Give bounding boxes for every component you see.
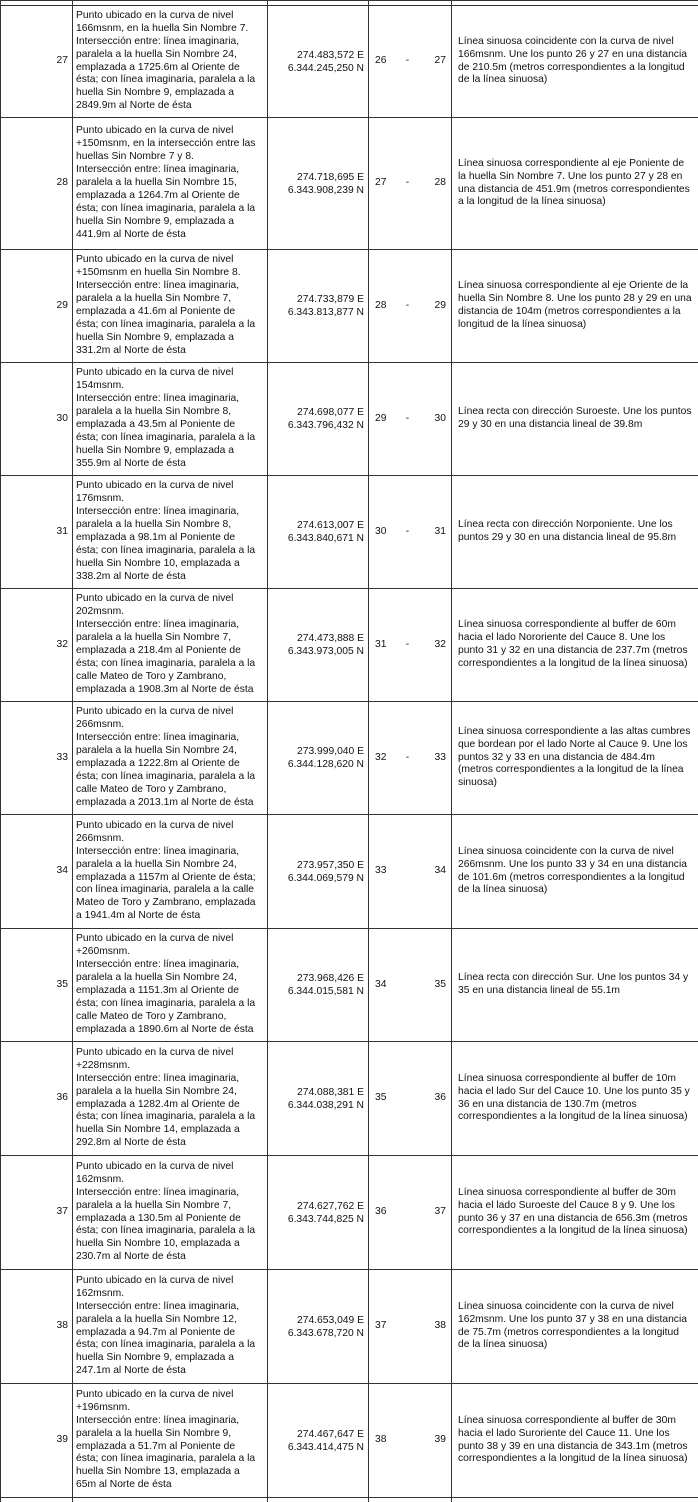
coordinates-cell	[268, 1384, 369, 1498]
table-row	[1, 1042, 698, 1156]
segment-description-cell	[452, 702, 698, 815]
description-line: huellas Sin Nombre 7 y 8.	[76, 151, 265, 164]
description-line: huella Sin Nombre 10, emplazada a	[76, 1238, 265, 1251]
table-row	[1, 1270, 698, 1384]
description-line: ésta; con línea imaginaria, paralela a la	[76, 319, 265, 332]
description-line: paralela a la huella Sin Nombre 24,	[76, 1086, 265, 1099]
description-line: Intersección entre: línea imaginaria,	[76, 393, 265, 406]
coordinates-cell	[268, 1270, 369, 1384]
description-line: +150msnm en huella Sin Nombre 8.	[76, 267, 265, 280]
description-line: 162msnm.	[76, 1288, 265, 1301]
coordinate-north: 6.343.796,432 N	[270, 419, 364, 432]
table-row	[1, 1384, 698, 1498]
segment-to: 33	[435, 752, 446, 763]
description-line: 266msnm.	[76, 833, 265, 846]
description-line: 2849.9m al Norte de ésta	[76, 100, 265, 113]
table-row	[1, 589, 698, 702]
segment-dash: -	[406, 300, 409, 311]
description-line: Punto ubicado en la curva de nivel	[76, 1389, 265, 1402]
point-number: 31	[57, 526, 68, 537]
description-line: ésta; con línea imaginaria, paralela a la	[76, 1339, 265, 1352]
segment-description-cell	[452, 476, 698, 589]
description-line: emplazada a 41.6m al Poniente de	[76, 306, 265, 319]
description-line: Punto ubicado en la curva de nivel	[76, 1161, 265, 1174]
segment-from: 34	[375, 979, 386, 990]
description-line: Intersección entre: línea imaginaria,	[76, 619, 265, 632]
coordinates-cell	[268, 1042, 369, 1156]
description-line: ésta; con línea imaginaria, paralela a la	[76, 771, 265, 784]
point-number: 39	[57, 1434, 68, 1445]
description-line: paralela a la huella Sin Nombre 8,	[76, 406, 265, 419]
description-line: paralela a la huella Sin Nombre 7,	[76, 1200, 265, 1213]
description-line: Punto ubicado en la curva de nivel	[76, 1047, 265, 1060]
description-line: emplazada a 1725.6m al Oriente de	[76, 62, 265, 75]
point-description-cell	[73, 363, 268, 476]
description-line: ésta; con línea imaginaria, paralela a la	[76, 203, 265, 216]
description-line: ésta; con línea imaginaria, paralela a la	[76, 432, 265, 445]
point-description-cell	[73, 6, 268, 118]
coordinate-east: 273.968,426 E	[270, 972, 364, 985]
coordinates-cell	[268, 6, 369, 118]
segment-from-cell	[369, 6, 403, 118]
table-row	[1, 6, 698, 118]
segment-to: 38	[435, 1320, 446, 1331]
segment-from: 29	[375, 413, 386, 424]
description-line: 230.7m al Norte de ésta	[76, 1251, 265, 1264]
segment-to-cell	[413, 589, 452, 702]
coordinate-north: 6.344.128,620 N	[270, 758, 364, 771]
description-line: Punto ubicado en la curva de nivel	[76, 706, 265, 719]
coordinates-cell	[268, 589, 369, 702]
coordinate-north: 6.343.973,005 N	[270, 645, 364, 658]
coordinates-cell	[268, 929, 369, 1042]
description-line: 166msnm, en la huella Sin Nombre 7.	[76, 23, 265, 36]
segment-description: Línea recta con dirección Sur. Une los puntos 34 y 35 en una distancia lineal de 55.1m	[458, 972, 688, 996]
segment-to-cell	[413, 1384, 452, 1498]
coordinate-east: 274.467,647 E	[270, 1428, 364, 1441]
coordinate-east: 274.473,888 E	[270, 632, 364, 645]
segment-from: 35	[375, 1092, 386, 1103]
point-number: 30	[57, 413, 68, 424]
point-description-cell	[73, 1042, 268, 1156]
point-number-cell	[1, 1270, 73, 1384]
description-line: huella Sin Nombre 9, emplazada a	[76, 87, 265, 100]
description-line: a 1941.4m al Norte de ésta	[76, 910, 265, 923]
description-line: paralela a la huella Sin Nombre 7,	[76, 632, 265, 645]
coordinate-north: 6.343.744,825 N	[270, 1213, 364, 1226]
description-line: emplazada a 1151.3m al Oriente de	[76, 985, 265, 998]
description-line: ésta; con línea imaginaria, paralela a la	[76, 1111, 265, 1124]
description-line: huella Sin Nombre 9, emplazada a	[76, 1352, 265, 1365]
segment-to-cell	[413, 929, 452, 1042]
description-line: ésta; con línea imaginaria, paralela a la	[76, 658, 265, 671]
description-line: Punto ubicado en la curva de nivel	[76, 820, 265, 833]
segment-description-cell	[452, 929, 698, 1042]
segment-from-cell	[369, 1042, 403, 1156]
point-description-cell	[73, 476, 268, 589]
description-line: 65m al Norte de ésta	[76, 1479, 265, 1492]
segment-dash-cell	[403, 1156, 413, 1270]
description-line: paralela a la huella Sin Nombre 24,	[76, 859, 265, 872]
segment-to-cell	[413, 363, 452, 476]
description-line: 292.8m al Norte de ésta	[76, 1137, 265, 1150]
segment-to: 37	[435, 1206, 446, 1217]
description-line: emplazada a 1908.3m al Norte de ésta	[76, 684, 265, 697]
description-line: Intersección entre: línea imaginaria,	[76, 506, 265, 519]
description-line: 247.1m al Norte de ésta	[76, 1365, 265, 1378]
description-line: calle Mateo de Toro y Zambrano,	[76, 671, 265, 684]
segment-description: Línea sinuosa correspondiente al buffer de 30m hacia el lado Suroriente del Cauce 11. Une los punto 38 y 39 en una distancia de 343.1m (metros correspondientes a la longitud de la línea sinuosa)	[458, 1415, 688, 1465]
segment-from-cell	[369, 363, 403, 476]
description-line: Intersección entre: línea imaginaria,	[76, 959, 265, 972]
segment-description: Línea sinuosa correspondiente a las altas cumbres que bordean por el lado Norte al Cauce 9. Une los puntos 32 y 33 en una distancia de 484.4m (metros correspondientes a la longitud de la línea sinuosa)	[458, 726, 690, 789]
point-number: 35	[57, 979, 68, 990]
description-line: Mateo de Toro y Zambrano, emplazada	[76, 897, 265, 910]
segment-description: Línea sinuosa correspondiente al eje Oriente de la huella Sin Nombre 8. Une los punto 28 y 29 en una distancia de 104m (metros correspondientes a la longitud de la línea sinuosa)	[458, 280, 692, 330]
point-number: 37	[57, 1206, 68, 1217]
description-line: Punto ubicado en la curva de nivel	[76, 367, 265, 380]
segment-to-cell	[413, 1270, 452, 1384]
coordinate-east: 274.088,381 E	[270, 1086, 364, 1099]
description-line: Punto ubicado en la curva de nivel	[76, 125, 265, 138]
description-line: huella Sin Nombre 9, emplazada a	[76, 216, 265, 229]
coordinates-cell	[268, 815, 369, 929]
point-number: 32	[57, 639, 68, 650]
segment-dash-cell	[403, 1384, 413, 1498]
description-line: 441.9m al Norte de ésta	[76, 229, 265, 242]
coordinate-north: 6.343.840,671 N	[270, 532, 364, 545]
point-number: 34	[57, 865, 68, 876]
segment-dash: -	[406, 413, 409, 424]
description-line: Punto ubicado en la curva de nivel	[76, 10, 265, 23]
description-line: paralela a la huella Sin Nombre 7,	[76, 293, 265, 306]
segment-dash-cell	[403, 1270, 413, 1384]
point-number-cell	[1, 589, 73, 702]
segment-from-cell	[369, 1384, 403, 1498]
description-line: Punto ubicado en la curva de nivel	[76, 480, 265, 493]
segment-description-cell	[452, 1042, 698, 1156]
segment-from: 27	[375, 177, 386, 188]
description-line: 154msnm.	[76, 380, 265, 393]
description-line: +196msnm.	[76, 1402, 265, 1415]
point-number: 28	[57, 177, 68, 188]
segment-to: 30	[435, 413, 446, 424]
segment-description-cell	[452, 1156, 698, 1270]
segment-to: 36	[435, 1092, 446, 1103]
description-line: paralela a la huella Sin Nombre 8,	[76, 519, 265, 532]
description-line: Intersección entre: línea imaginaria,	[76, 1073, 265, 1086]
segment-dash-cell	[403, 118, 413, 250]
point-number: 33	[57, 752, 68, 763]
segment-from-cell	[369, 815, 403, 929]
table-row	[1, 250, 698, 363]
segment-to-cell	[413, 815, 452, 929]
segment-to: 31	[435, 526, 446, 537]
description-line: ésta; con línea imaginaria, paralela a la	[76, 74, 265, 87]
table-row	[1, 363, 698, 476]
description-line: emplazada a 130.5m al Poniente de	[76, 1213, 265, 1226]
description-line: 202msnm.	[76, 606, 265, 619]
coordinate-east: 274.483,572 E	[270, 49, 364, 62]
description-line: huella Sin Nombre 9, emplazada a	[76, 445, 265, 458]
segment-from: 36	[375, 1206, 386, 1217]
description-line: emplazada a 43.5m al Poniente de	[76, 419, 265, 432]
point-description-cell	[73, 1156, 268, 1270]
segment-to-cell	[413, 118, 452, 250]
segment-from: 32	[375, 752, 386, 763]
description-line: emplazada a 2013.1m al Norte de ésta	[76, 797, 265, 810]
description-line: emplazada a 94.7m al Poniente de	[76, 1327, 265, 1340]
point-description-cell	[73, 1270, 268, 1384]
segment-description-cell	[452, 118, 698, 250]
description-line: paralela a la huella Sin Nombre 15,	[76, 177, 265, 190]
coordinate-north: 6.343.414,475 N	[270, 1441, 364, 1454]
table-row	[1, 815, 698, 929]
description-line: 162msnm.	[76, 1174, 265, 1187]
description-line: emplazada a 1282.4m al Oriente de	[76, 1099, 265, 1112]
segment-to-cell	[413, 6, 452, 118]
point-number: 36	[57, 1092, 68, 1103]
description-line: Intersección entre: línea imaginaria,	[76, 164, 265, 177]
point-number: 38	[57, 1320, 68, 1331]
segment-dash-cell	[403, 476, 413, 589]
segment-from-cell	[369, 1156, 403, 1270]
point-number-cell	[1, 476, 73, 589]
segment-description: Línea sinuosa correspondiente al buffer de 30m hacia el lado Suroeste del Cauce 8 y 9. Une los punto 36 y 37 en una distancia de 656.3m (metros correspondientes a la longitud de la línea sinuosa)	[458, 1187, 688, 1237]
description-line: 266msnm.	[76, 719, 265, 732]
point-description-cell	[73, 1384, 268, 1498]
description-line: paralela a la huella Sin Nombre 24,	[76, 972, 265, 985]
segment-description-cell	[452, 815, 698, 929]
segment-from-cell	[369, 589, 403, 702]
segment-dash: -	[406, 177, 409, 188]
point-number: 29	[57, 300, 68, 311]
point-number-cell	[1, 6, 73, 118]
segment-dash-cell	[403, 702, 413, 815]
description-line: calle Mateo de Toro y Zambrano,	[76, 1011, 265, 1024]
segment-from: 30	[375, 526, 386, 537]
segment-dash-cell	[403, 363, 413, 476]
description-line: emplazada a 1264.7m al Oriente de	[76, 190, 265, 203]
table-row	[1, 1156, 698, 1270]
segment-description: Línea recta con dirección Norponiente. Une los puntos 29 y 30 en una distancia lineal de 95.8m	[458, 519, 676, 543]
segment-dash: -	[406, 639, 409, 650]
coordinate-north: 6.344.245,250 N	[270, 62, 364, 75]
description-line: huella Sin Nombre 10, emplazada a	[76, 558, 265, 571]
description-line: Intersección entre: línea imaginaria,	[76, 1415, 265, 1428]
description-line: emplazada a 98.1m al Poniente de	[76, 532, 265, 545]
segment-dash: -	[406, 55, 409, 66]
segment-from: 26	[375, 55, 386, 66]
segment-to: 32	[435, 639, 446, 650]
description-line: ésta; con línea imaginaria, paralela a la	[76, 1225, 265, 1238]
segment-description-cell	[452, 589, 698, 702]
coordinates-cell	[268, 250, 369, 363]
description-line: huella Sin Nombre 9, emplazada a	[76, 332, 265, 345]
point-number-cell	[1, 363, 73, 476]
description-line: con línea imaginaria, paralela a la calle	[76, 884, 265, 897]
segment-to: 27	[435, 55, 446, 66]
description-line: emplazada a 1222.8m al Oriente de	[76, 758, 265, 771]
segment-from-cell	[369, 1270, 403, 1384]
segment-from: 38	[375, 1434, 386, 1445]
coordinates-cell	[268, 118, 369, 250]
segment-dash-cell	[403, 250, 413, 363]
coordinate-east: 274.698,077 E	[270, 406, 364, 419]
table-row	[1, 929, 698, 1042]
coordinate-east: 273.999,040 E	[270, 745, 364, 758]
segment-to-cell	[413, 476, 452, 589]
table-row	[1, 702, 698, 815]
point-description-cell	[73, 815, 268, 929]
segment-dash: -	[406, 752, 409, 763]
description-line: ésta; con línea imaginaria, paralela a la	[76, 998, 265, 1011]
segment-dash-cell	[403, 815, 413, 929]
description-line: paralela a la huella Sin Nombre 24,	[76, 745, 265, 758]
description-line: calle Mateo de Toro y Zambrano,	[76, 784, 265, 797]
point-number: 27	[57, 55, 68, 66]
segment-to-cell	[413, 1156, 452, 1270]
description-line: emplazada a 1890.6m al Norte de ésta	[76, 1024, 265, 1037]
segment-to-cell	[413, 250, 452, 363]
coordinate-north: 6.343.813,877 N	[270, 306, 364, 319]
coordinate-east: 274.627,762 E	[270, 1200, 364, 1213]
segment-description: Línea sinuosa coincidente con la curva de nivel 166msnm. Une los punto 26 y 27 en una distancia de 210.5m (metros correspondientes a la longitud de la línea sinuosa)	[458, 36, 687, 86]
point-number-cell	[1, 1384, 73, 1498]
description-line: emplazada a 51.7m al Poniente de	[76, 1441, 265, 1454]
table-row	[1, 118, 698, 250]
coordinate-north: 6.343.908,239 N	[270, 184, 364, 197]
segment-to-cell	[413, 1042, 452, 1156]
description-line: ésta; con línea imaginaria, paralela a la	[76, 1453, 265, 1466]
segment-dash-cell	[403, 589, 413, 702]
description-line: Intersección entre: línea imaginaria,	[76, 846, 265, 859]
point-number-cell	[1, 815, 73, 929]
table-row-stub-bottom	[1, 1498, 698, 1502]
point-number-cell	[1, 250, 73, 363]
segment-to: 35	[435, 979, 446, 990]
description-line: 176msnm.	[76, 493, 265, 506]
point-number-cell	[1, 1042, 73, 1156]
point-description-cell	[73, 589, 268, 702]
coordinates-cell	[268, 702, 369, 815]
segment-from-cell	[369, 476, 403, 589]
coordinate-east: 274.613,007 E	[270, 519, 364, 532]
coordinate-north: 6.344.038,291 N	[270, 1099, 364, 1112]
segment-description: Línea sinuosa coincidente con la curva de nivel 266msnm. Une los punto 33 y 34 en una distancia de 101.6m (metros correspondientes a la longitud de la línea sinuosa)	[458, 846, 687, 896]
description-line: Punto ubicado en la curva de nivel	[76, 933, 265, 946]
segment-description: Línea sinuosa coincidente con la curva de nivel 162msnm. Une los punto 37 y 38 en una distancia de 75.7m (metros correspondientes a la longitud de la línea sinuosa)	[458, 1301, 687, 1351]
coordinate-east: 274.733,879 E	[270, 293, 364, 306]
segment-to: 39	[435, 1434, 446, 1445]
segment-to: 29	[435, 300, 446, 311]
segment-description: Línea sinuosa correspondiente al eje Poniente de la huella Sin Nombre 7. Une los punto 27 y 28 en una distancia de 451.9m (metros correspondientes a la longitud de la línea sinuosa)	[458, 158, 690, 208]
segment-dash-cell	[403, 1042, 413, 1156]
table-body	[1, 1, 698, 1502]
description-line: paralela a la huella Sin Nombre 12,	[76, 1314, 265, 1327]
point-number-cell	[1, 118, 73, 250]
segment-description-cell	[452, 1270, 698, 1384]
description-line: 331.2m al Norte de ésta	[76, 345, 265, 358]
point-description-cell	[73, 929, 268, 1042]
segment-dash: -	[406, 526, 409, 537]
coordinates-cell	[268, 363, 369, 476]
point-number-cell	[1, 1156, 73, 1270]
coordinate-north: 6.343.678,720 N	[270, 1327, 364, 1340]
description-line: emplazada a 218.4m al Poniente de	[76, 645, 265, 658]
segment-description-cell	[452, 6, 698, 118]
coordinate-north: 6.344.015,581 N	[270, 985, 364, 998]
description-line: paralela a la huella Sin Nombre 24,	[76, 49, 265, 62]
point-description-cell	[73, 250, 268, 363]
segment-from: 37	[375, 1320, 386, 1331]
segment-from-cell	[369, 118, 403, 250]
description-line: Intersección entre: línea imaginaria,	[76, 280, 265, 293]
segment-dash-cell	[403, 929, 413, 1042]
segment-to-cell	[413, 702, 452, 815]
description-line: Punto ubicado en la curva de nivel	[76, 254, 265, 267]
segment-description: Línea sinuosa correspondiente al buffer de 10m hacia el lado Sur del Cauce 10. Une los punto 35 y 36 en una distancia de 130.7m (metros correspondientes a la longitud de la línea sinuosa)	[458, 1073, 690, 1123]
segment-description-cell	[452, 1384, 698, 1498]
table-row	[1, 476, 698, 589]
point-number-cell	[1, 702, 73, 815]
segment-from-cell	[369, 250, 403, 363]
description-line: paralela a la huella Sin Nombre 9,	[76, 1428, 265, 1441]
description-line: emplazada a 1157m al Oriente de ésta;	[76, 872, 265, 885]
segment-to: 34	[435, 865, 446, 876]
description-line: huella Sin Nombre 14, emplazada a	[76, 1124, 265, 1137]
segment-from: 31	[375, 639, 386, 650]
coordinate-east: 273.957,350 E	[270, 859, 364, 872]
point-description-cell	[73, 118, 268, 250]
segment-description: Línea sinuosa correspondiente al buffer de 60m hacia el lado Nororiente del Cauce 8. Une los punto 31 y 32 en una distancia de 237.7m (metros correspondientes a la longitud de la línea sinuosa)	[458, 619, 688, 669]
description-line: Intersección entre: línea imaginaria,	[76, 1187, 265, 1200]
segment-to: 28	[435, 177, 446, 188]
point-description-cell	[73, 702, 268, 815]
description-line: Punto ubicado en la curva de nivel	[76, 1275, 265, 1288]
segment-dash-cell	[403, 6, 413, 118]
segment-description-cell	[452, 363, 698, 476]
description-line: Intersección entre: línea imaginaria,	[76, 732, 265, 745]
description-line: Intersección entre: línea imaginaria,	[76, 1301, 265, 1314]
segment-from: 33	[375, 865, 386, 876]
coordinates-cell	[268, 1156, 369, 1270]
coordinate-north: 6.344.069,579 N	[270, 872, 364, 885]
description-line: ésta; con línea imaginaria, paralela a la	[76, 545, 265, 558]
coordinate-east: 274.653,049 E	[270, 1314, 364, 1327]
description-line: +228msnm.	[76, 1060, 265, 1073]
coordinate-east: 274.718,695 E	[270, 171, 364, 184]
description-line: 338.2m al Norte de ésta	[76, 571, 265, 584]
description-line: Punto ubicado en la curva de nivel	[76, 593, 265, 606]
description-line: +150msnm, en la intersección entre las	[76, 138, 265, 151]
description-line: 355.9m al Norte de ésta	[76, 458, 265, 471]
description-line: Intersección entre: línea imaginaria,	[76, 36, 265, 49]
segment-description: Línea recta con dirección Suroeste. Une los puntos 29 y 30 en una distancia lineal de 39.8m	[458, 406, 692, 430]
description-line: huella Sin Nombre 13, emplazada a	[76, 1466, 265, 1479]
coordinates-cell	[268, 476, 369, 589]
description-line: +260msnm.	[76, 946, 265, 959]
segment-from-cell	[369, 702, 403, 815]
point-number-cell	[1, 929, 73, 1042]
segment-from: 28	[375, 300, 386, 311]
segment-from-cell	[369, 929, 403, 1042]
segment-description-cell	[452, 250, 698, 363]
